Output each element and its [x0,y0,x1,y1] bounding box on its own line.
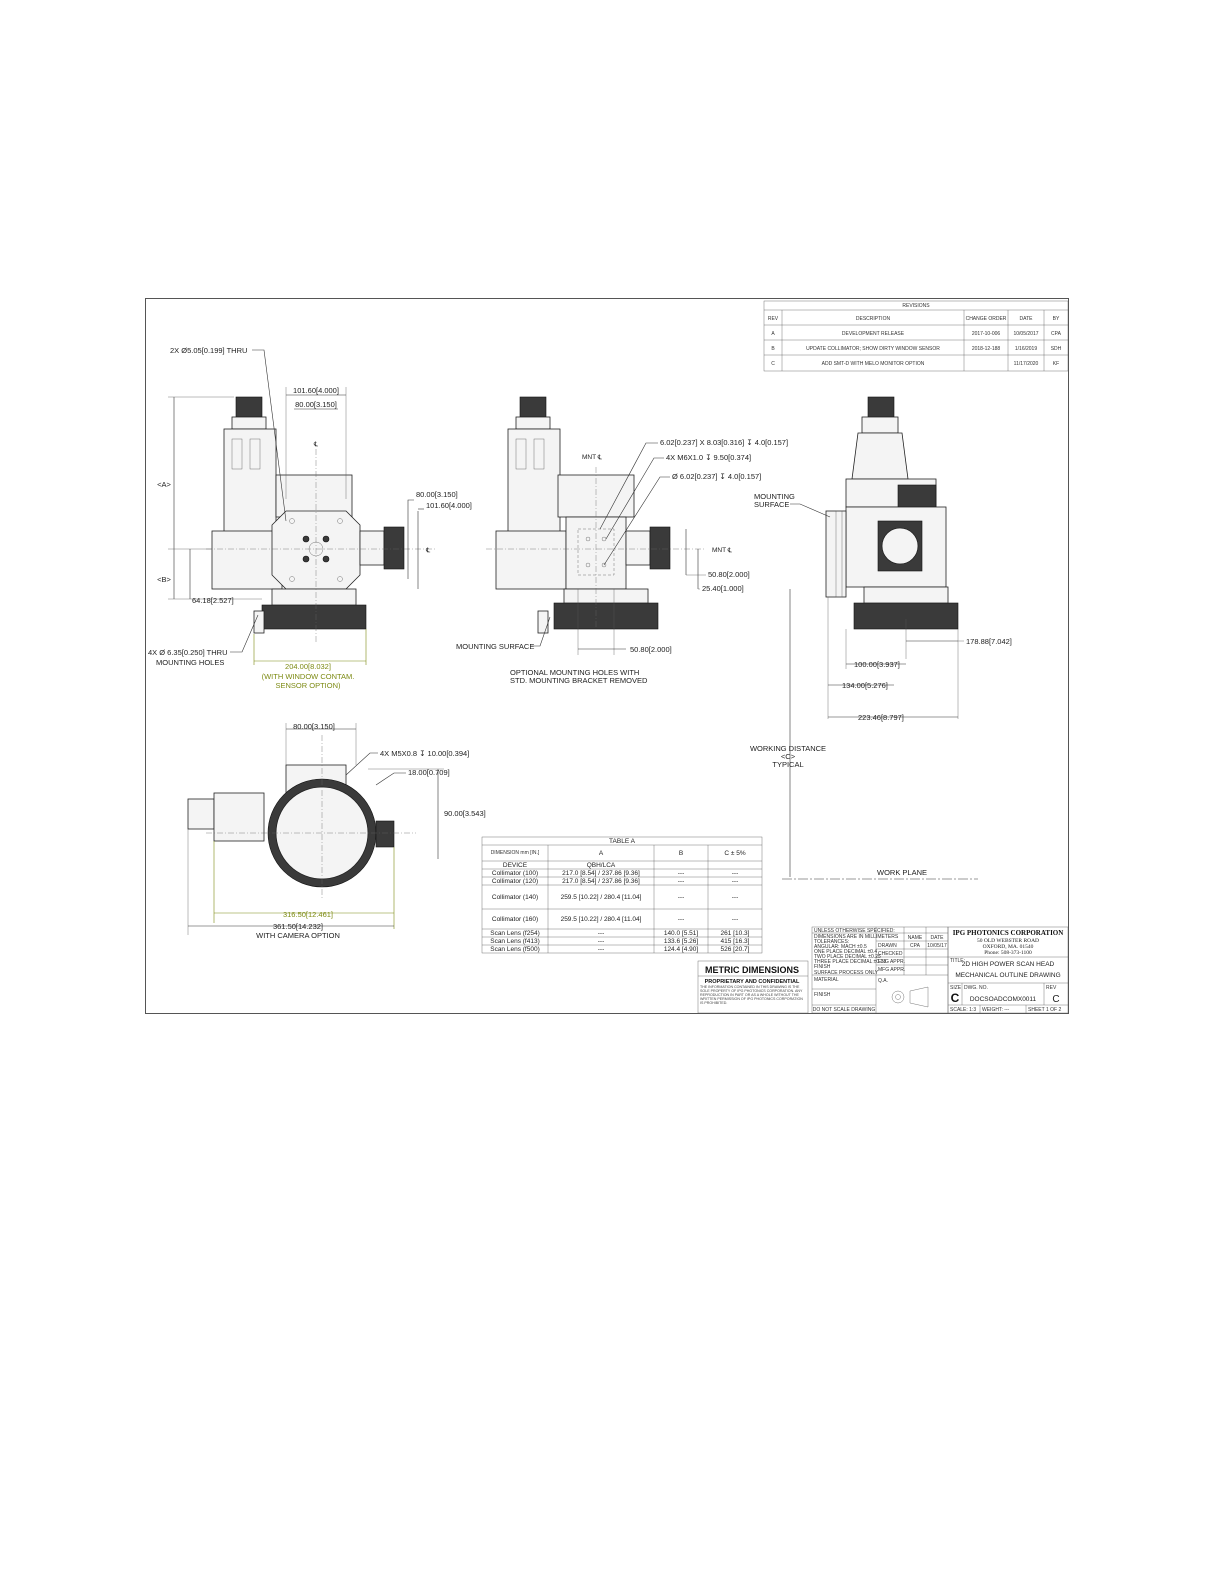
right-working-distance-2: <C> [780,752,796,761]
company-addr-1: 50 OLD WEBSTER ROAD [976,938,1040,944]
side-mounting-surface: MOUNTING SURFACE [456,642,535,651]
checked-label: CHECKED [878,951,903,957]
table-a-cell: 259.5 [10.22] / 280.4 [11.04] [560,916,642,923]
company-name: IPG PHOTONICS CORPORATION [952,929,1064,937]
table-a-header-c: C ± 5% [724,850,746,857]
table-a-cell: --- [677,894,685,901]
side-optional-note-1: OPTIONAL MOUNTING HOLES WITH [510,668,640,677]
table-a-cell: --- [731,894,739,901]
table-a-cell: Scan Lens (f413) [490,938,540,945]
side-callout-2: 4X M6X1.0 ↧ 9.50[0.374] [666,453,752,462]
rev-header-co: CHANGE ORDER [965,316,1007,322]
scale-value: SCALE: 1:3 [950,1007,977,1013]
qa-label: Q.A. [878,978,889,984]
front-width-dim: 204.00[8.032] [285,662,331,671]
table-a-cell: --- [731,870,739,877]
company-phone: Phone: 508-373-1100 [984,950,1032,956]
metric-dimensions: METRIC DIMENSIONS [704,965,800,975]
table-a-cell: Collimator (160) [491,916,539,923]
front-dim-right-outer: 101.60[4.000] [426,501,472,510]
right-dim-1: 178.88[7.042] [966,637,1012,646]
table-a-cell: 140.0 [5.51] [663,930,699,937]
drawn-by: CPA [910,943,920,949]
tol-finish-2: FINISH [814,992,831,998]
front-centerline-label-right: ℄ [426,547,431,554]
rev-header-date: DATE [1019,316,1033,322]
front-width-note-2: SENSOR OPTION) [275,681,341,690]
front-view [148,346,472,690]
title-block [698,927,1068,1013]
third-angle-projection-icon [892,987,928,1007]
right-working-distance-1: WORKING DISTANCE [749,744,827,753]
front-mount-holes-2: MOUNTING HOLES [156,658,225,667]
right-working-distance-3: TYPICAL [772,760,804,769]
rev-a-date: 10/05/2017 [1013,331,1039,337]
table-a-cell: --- [677,870,685,877]
work-plane-label: WORK PLANE [876,868,928,877]
table-a-cell: 415 [16.3] [720,938,750,945]
size-value: C [950,991,960,1005]
rev-b-desc: UPDATE COLLIMATOR; SHOW DIRTY WINDOW SENSOR [806,346,940,352]
table-a-cell: 217.0 [8.54] / 237.86 [9.36] [562,878,640,885]
rev-label: REV [1046,985,1057,991]
side-dim-right-1: 50.80[2.000] [708,570,750,579]
date-header: DATE [930,935,944,941]
table-a-cell: Scan Lens (f254) [490,930,540,937]
top-width-2: 361.50[14.232] [272,922,324,931]
rev-a-desc: DEVELOPMENT RELEASE [841,331,905,337]
table-a-title: TABLE A [609,838,635,845]
front-width-note-1: (WITH WINDOW CONTAM. [261,672,355,681]
rev-c-date: 11/17/2020 [1013,361,1039,367]
tol-1: DIMENSIONS ARE IN MILLIMETERS [814,934,899,940]
front-dim-right-inner: 80.00[3.150] [416,490,458,499]
table-a-header-device: DEVICE [502,862,528,869]
table-a-cell: --- [677,878,685,885]
table-a-cell: --- [597,938,605,945]
weight-value: WEIGHT: --- [982,1007,1010,1013]
table-a-header-b: B [678,850,684,857]
table-a-cell: --- [731,916,739,923]
rev-b-rev: B [771,346,775,352]
rev-header-desc: DESCRIPTION [855,316,891,322]
side-optional-note-2: STD. MOUNTING BRACKET REMOVED [510,676,648,685]
top-dim-right: 90.00[3.543] [444,809,486,818]
rev-a-by: CPA [1051,331,1061,337]
tol-4: ONE PLACE DECIMAL ±0.4 [814,949,878,955]
front-dim-left: 64.18[2.527] [192,596,234,605]
proprietary-fine-print: THE INFORMATION CONTAINED IN THIS DRAWING IS THE SOLE PROPERTY OF IPG PHOTONICS CORPORATION. ANY REPRODUCTION IN PART OR AS A WHOLE WITHOUT THE WRITTEN PERMISSION OF IPG PHOTONICS CORPORATION IS PROHIBITED. [700,985,803,1005]
right-view [750,397,1012,879]
company-addr-2: OXFORD, MA. 01540 [982,944,1034,950]
rev-b-date: 1/16/2019 [1014,346,1038,352]
title-label: TITLE: [950,958,966,964]
table-a-header-dim: DIMENSION mm [IN.] [490,850,540,856]
side-callout-1: 6.02[0.237] X 8.03[0.316] ↧ 4.0[0.157] [660,438,789,447]
front-centerline-label: ℄ [313,441,319,448]
table-a [482,837,762,953]
rev-c-by: KF [1052,361,1060,367]
dwg-no-value: DOCSOADCOMX0011 [969,996,1037,1003]
side-scan-lens-ring [554,603,658,629]
revisions-table [764,301,1068,371]
revisions-title: REVISIONS [902,303,930,309]
tol-6: THREE PLACE DECIMAL ±0.13 [814,959,887,965]
side-mnt-cl-top: MNT ℄ [582,454,602,461]
table-a-cell: 217.0 [8.54] / 237.86 [9.36] [562,870,640,877]
drawing-title-2: MECHANICAL OUTLINE DRAWING [955,972,1061,979]
right-mounting-surface-2: SURFACE [754,500,790,509]
right-dim-3: 134.00[5.276] [842,681,888,690]
monitor-module [898,485,936,507]
front-label-b: <B> [157,575,171,584]
name-header: NAME [907,935,923,941]
size-label: SIZE [950,985,962,991]
table-a-rows [490,870,749,953]
drawing-canvas [146,299,1070,1015]
dwg-no-label: DWG. NO. [964,985,988,991]
mfg-appr-label: MFG APPR. [878,967,906,973]
table-a-header-sub: QBH/LCA [586,862,616,869]
rev-c-desc: ADD SMT-D WITH MELO MONITOR OPTION [821,361,925,367]
rev-value: C [1052,994,1060,1005]
right-dim-2: 100.00[3.937] [854,660,900,669]
tol-3: ANGULAR: MACH ±0.5 [814,944,867,950]
front-thru-holes: 2X Ø5.05[0.199] THRU [170,346,248,355]
drawn-label: DRAWN [878,943,897,949]
front-dim-top-outer: 101.60[4.000] [293,386,339,395]
side-connector-cap [520,397,546,417]
top-width-1: 316.50[12.461] [282,910,334,919]
drawn-date: 10/05/17 [927,943,947,949]
rev-c-rev: C [771,361,775,367]
top-camera-module [214,793,264,841]
collimator-knurl [384,527,404,569]
tol-5: TWO PLACE DECIMAL ±0.25 [814,954,881,960]
table-a-cell: Collimator (100) [491,870,539,877]
proprietary-label: PROPRIETARY AND CONFIDENTIAL [704,979,800,985]
table-a-cell: --- [677,916,685,923]
drawing-title-1: 2D HIGH POWER SCAN HEAD [961,961,1055,968]
side-callout-3: Ø 6.02[0.237] ↧ 4.0[0.157] [672,472,762,481]
do-not-scale: DO NOT SCALE DRAWING [812,1007,876,1013]
drawing-sheet [145,298,1069,1014]
rev-b-co: 2018-12-188 [971,346,1001,352]
tol-surface: SURFACE PROCESS ONLY [814,970,879,976]
top-width-note: WITH CAMERA OPTION [256,931,340,940]
rev-a-rev: A [771,331,775,337]
rev-header-rev: REV [767,316,779,322]
right-connector-cap [868,397,894,417]
side-view [456,397,788,685]
table-a-header-a: A [598,850,604,857]
scan-lens-ring [262,605,366,629]
table-a-cell: Collimator (120) [491,878,539,885]
sheet-value: SHEET 1 OF 2 [1028,1007,1062,1013]
tol-unless: UNLESS OTHERWISE SPECIFIED: [814,928,895,934]
table-a-cell: --- [731,878,739,885]
table-a-cell: 133.6 [5.26] [663,938,699,945]
tol-2: TOLERANCES: [814,939,850,945]
connector-cap [236,397,262,417]
top-callout-1: 4X M5X0.8 ↧ 10.00[0.394] [380,749,470,758]
front-label-a: <A> [157,480,171,489]
top-view [188,722,486,940]
side-mnt-cl-right: MNT ℄ [712,547,732,554]
right-dim-4: 223.46[8.797] [858,713,904,722]
table-a-cell: 259.5 [10.22] / 280.4 [11.04] [560,894,642,901]
eng-appr-label: ENG APPR. [878,959,905,965]
side-dim-right-2: 25.40[1.000] [702,584,744,593]
rev-header-by: BY [1052,316,1060,322]
side-dim-bottom: 50.80[2.000] [630,645,672,654]
table-a-cell: 526 [20.7] [720,946,750,953]
top-callout-2: 18.00[0.709] [408,768,450,777]
table-a-cell: --- [597,930,605,937]
table-a-cell: 124.4 [4.90] [663,946,699,953]
table-a-cell: --- [597,946,605,953]
right-mounting-surface-1: MOUNTING [754,492,795,501]
front-dim-top-inner: 80.00[3.150] [295,400,337,409]
table-a-cell: Collimator (140) [491,894,539,901]
front-mount-holes-1: 4X Ø 6.35[0.250] THRU [148,648,228,657]
top-dim-top: 80.00[3.150] [293,722,335,731]
tol-finish: FINISH [814,964,831,970]
table-a-cell: 261 [10.3] [720,930,750,937]
rev-a-co: 2017-10-006 [971,331,1001,337]
tol-material: MATERIAL [814,977,839,983]
rev-b-by: SDH [1050,346,1062,352]
table-a-cell: Scan Lens (f500) [490,946,540,953]
